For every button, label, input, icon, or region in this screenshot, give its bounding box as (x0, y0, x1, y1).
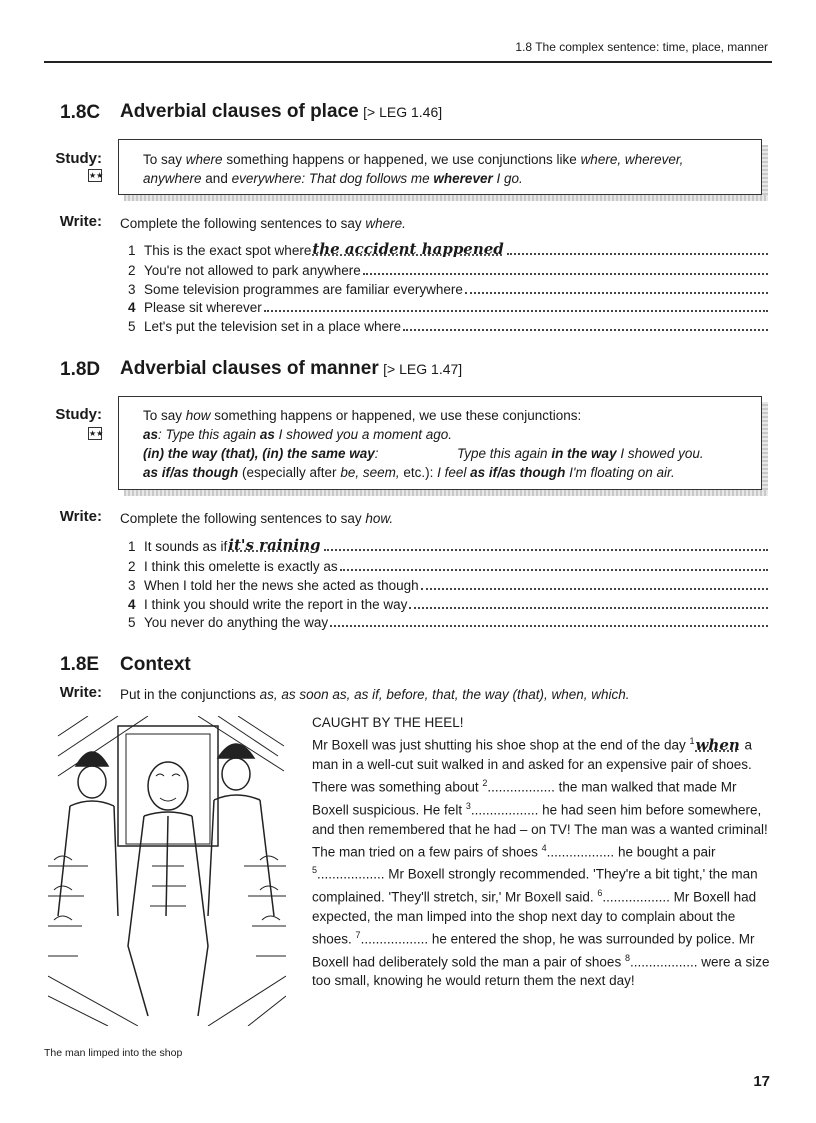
story-body: Mr Boxell was just shutting his shoe shop at the end of the day $^1$when a man in a well-cut suit walked in and asked for an expensive pair of shoes. There was something about $^2$.................. the man walked that made Mr Boxell suspicious. He felt $^3$.................. he had seen him before somewhere, and then remembered that he had – on TV! The man was a wanted criminal! The man tried on a few pairs of shoes $^4$.................. he bought a pair $^5$.................. Mr Boxell strongly recommended. 'They're a bit tight,' the man complained. 'They'll stretch, sir,' Mr Boxell said. $^6$.................. Mr Boxell had expected, the man limped into the shop next day to complain about the shoes. $^7$.................. he entered the shop, he was surrounded by police. Mr Boxell had deliberately sold the man a pair of shoes $^8$.................. were a size too small, knowing he would return them the next day! (312, 735, 770, 989)
answer-blank[interactable]: .................. (602, 889, 670, 905)
difficulty-stars-icon: ★★ (89, 429, 104, 438)
study-line: To say where something happens or happened, we use conjunctions like where, wherever, (143, 152, 684, 167)
section-d-title: Adverbial clauses of manner (120, 358, 379, 379)
write-label: Write: (59, 684, 102, 701)
header-rule (44, 61, 772, 63)
answer-blank[interactable]: .................. (317, 866, 385, 882)
section-c-title: Adverbial clauses of place (120, 101, 359, 122)
running-header: 1.8 The complex sentence: time, place, manner (515, 40, 768, 54)
exercise-item: 1 It sounds as if it's raining (128, 536, 768, 554)
study-line: To say how something happens or happened, we use these conjunctions: (143, 408, 582, 423)
write-instruction: Put in the conjunctions as, as soon as, as if, before, that, the way (that), when, which. (120, 687, 630, 702)
exercise-item: 3 When I told her the news she acted as though (128, 575, 768, 593)
study-label: Study: (55, 406, 102, 423)
answer-blank[interactable]: .................. (360, 931, 429, 947)
study-label: Study: (55, 150, 102, 167)
answer-blank[interactable] (421, 587, 768, 590)
exercise-item: 4 Please sit wherever (128, 297, 768, 315)
answer-blank[interactable] (363, 272, 768, 275)
section-c-number: 1.8C (60, 102, 101, 123)
section-e-number: 1.8E (60, 654, 100, 675)
study-line: as: Type this again as I showed you a moment ago. (143, 427, 452, 442)
study-box-manner (118, 396, 762, 490)
answer-blank[interactable]: .................. (546, 844, 615, 860)
exercise-item: 2 You're not allowed to park anywhere (128, 260, 768, 278)
illustration-caption: The man limped into the shop (44, 1047, 183, 1059)
answer-blank[interactable] (465, 291, 768, 294)
study-box-shadow (124, 490, 768, 496)
exercise-item: 1 This is the exact spot where the accident happened (128, 240, 768, 258)
handwritten-answer[interactable]: when (695, 735, 740, 754)
section-d-heading (120, 358, 462, 380)
answer-blank[interactable]: .................. (487, 779, 555, 795)
story-title: CAUGHT BY THE HEEL! (312, 715, 464, 730)
answer-blank[interactable] (403, 328, 768, 331)
section-d-leg-ref: [> LEG 1.47] (383, 361, 463, 377)
exercise-item: 3 Some television programmes are familiar everywhere (128, 279, 768, 297)
answer-blank[interactable] (409, 606, 768, 609)
exercise-item: 5 Let's put the television set in a place where (128, 316, 768, 334)
section-c-heading (120, 101, 442, 123)
study-line: anywhere and everywhere: That dog follows me wherever I go. (143, 171, 523, 186)
study-box-shadow (124, 195, 768, 201)
study-box-place (118, 139, 762, 195)
study-box-shadow (762, 145, 768, 195)
cartoon-illustration (48, 716, 286, 1026)
exercise-item: 5 You never do anything the way (128, 612, 768, 630)
write-label: Write: (59, 213, 102, 230)
handwritten-answer[interactable]: the accident happened (312, 240, 504, 258)
section-d-number: 1.8D (60, 359, 101, 380)
answer-blank[interactable]: .................. (470, 802, 539, 818)
story-text (312, 713, 772, 991)
exercise-item: 2 I think this omelette is exactly as (128, 556, 768, 574)
exercise-item: 4 I think you should write the report in the way (128, 594, 768, 612)
section-c-leg-ref: [> LEG 1.46] (363, 104, 443, 120)
difficulty-stars-icon: ★★ (89, 171, 104, 180)
handwritten-answer[interactable]: it's raining (228, 536, 321, 554)
answer-blank[interactable]: .................. (629, 954, 698, 970)
answer-blank[interactable] (340, 568, 768, 571)
write-instruction: Complete the following sentences to say where. (120, 216, 406, 231)
answer-blank[interactable] (330, 624, 768, 627)
write-instruction: Complete the following sentences to say how. (120, 511, 394, 526)
study-line: (in) the way (that), (in) the same way: Type this again in the way I showed you. (143, 446, 704, 461)
study-line: as if/as though (especially after be, seem, etc.): I feel as if/as though I'm floating on air. (143, 465, 675, 480)
write-label: Write: (59, 508, 102, 525)
answer-blank[interactable] (264, 309, 768, 312)
page-number: 17 (753, 1073, 770, 1090)
study-box-shadow (762, 402, 768, 490)
section-e-title: Context (120, 654, 191, 675)
